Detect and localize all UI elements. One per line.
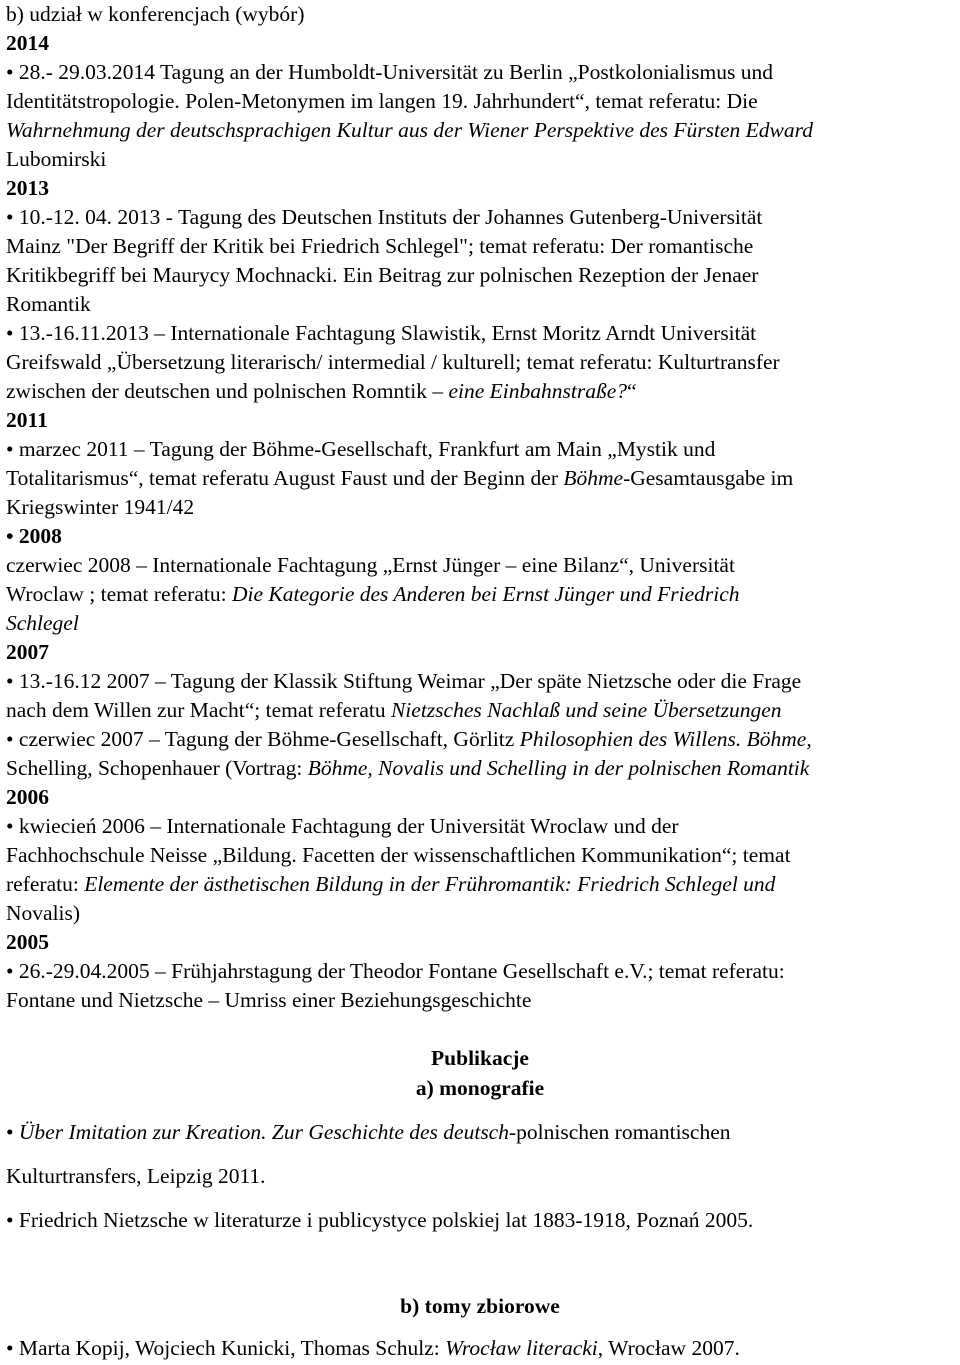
entry-title: Nietzsches Nachlaß und seine Übersetzungen — [390, 698, 782, 722]
entry-title: Elemente der ästhetischen Bildung in der Frühromantik: Friedrich Schlegel und — [84, 872, 776, 896]
publication-item — [6, 1118, 731, 1147]
entry-line: Kriegswinter 1941/42 — [6, 495, 195, 519]
entry-title: Böhme — [563, 466, 624, 490]
year-heading: 2007 — [6, 640, 49, 664]
monographs-subheading: a) monografie — [415, 1076, 545, 1100]
entry-line — [6, 609, 79, 638]
entry-title: Über Imitation zur Kreation. Zur Geschichte des deutsch — [18, 1120, 509, 1144]
entry-title: Wahrnehmung der deutschsprachigen Kultur aus der Wiener Perspektive des Fürsten Edward — [6, 118, 813, 142]
entry-title: Philosophien des Willens. Böhme, — [519, 727, 812, 751]
entry-line — [6, 377, 637, 406]
entry-line: • 28.- 29.03.2014 Tagung an der Humboldt-Universität zu Berlin „Postkolonialismus und — [6, 60, 773, 84]
entry-line: Romantik — [6, 292, 91, 316]
publication-item: • Friedrich Nietzsche w literaturze i publicystyce polskiej lat 1883-1918, Poznań 2005. — [6, 1208, 754, 1232]
year-heading: 2011 — [6, 408, 48, 432]
entry-line: Lubomirski — [6, 147, 107, 171]
publication-item: Kulturtransfers, Leipzig 2011. — [6, 1164, 266, 1188]
entry-title: Die Kategorie des Anderen bei Ernst Jünger und Friedrich — [231, 582, 740, 606]
entry-text: zwischen der deutschen und polnischen Romntik – — [6, 379, 449, 403]
entry-line: • 10.-12. 04. 2013 - Tagung des Deutschen Instituts der Johannes Gutenberg-Universität — [6, 205, 763, 229]
entry-title: Wrocław literacki — [445, 1336, 598, 1360]
entry-line: • kwiecień 2006 – Internationale Fachtagung der Universität Wroclaw und der — [6, 814, 679, 838]
entry-line — [6, 725, 812, 754]
entry-text: • Marta Kopij, Wojciech Kunicki, Thomas Schulz: — [6, 1336, 446, 1360]
entry-text: • czerwiec 2007 – Tagung der Böhme-Gesellschaft, Görlitz — [6, 727, 520, 751]
entry-line — [6, 754, 809, 783]
year-heading: 2013 — [6, 176, 49, 200]
entry-text: nach dem Willen zur Macht“; temat referatu — [6, 698, 391, 722]
entry-title: Böhme, Novalis und Schelling in der polnischen Romantik — [307, 756, 810, 780]
year-heading: 2014 — [6, 31, 49, 55]
entry-line: Greifswald „Übersetzung literarisch/ intermedial / kulturell; temat referatu: Kulturtransfer — [6, 350, 780, 374]
entry-line: czerwiec 2008 – Internationale Fachtagung „Ernst Jünger – eine Bilanz“, Universität — [6, 553, 735, 577]
entry-line: Fontane und Nietzsche – Umriss einer Beziehungsgeschichte — [6, 988, 532, 1012]
entry-text: , Wrocław 2007. — [597, 1336, 740, 1360]
section-heading: b) udział w konferencjach (wybór) — [6, 2, 305, 26]
publications-heading: Publikacje — [431, 1046, 529, 1070]
entry-title: Schlegel — [6, 611, 79, 635]
entry-text: -polnischen romantischen — [508, 1120, 731, 1144]
entry-text: • — [6, 1120, 19, 1144]
entry-line: • marzec 2011 – Tagung der Böhme-Gesellschaft, Frankfurt am Main „Mystik und — [6, 437, 716, 461]
entry-text: Schelling, Schopenhauer (Vortrag: — [6, 756, 308, 780]
entry-line — [6, 870, 775, 899]
year-heading: 2006 — [6, 785, 49, 809]
entry-line — [6, 580, 740, 609]
entry-line — [6, 116, 813, 145]
entry-line: • 26.-29.04.2005 – Frühjahrstagung der Theodor Fontane Gesellschaft e.V.; temat referatu: — [6, 959, 785, 983]
entry-line: • 13.-16.12 2007 – Tagung der Klassik Stiftung Weimar „Der späte Nietzsche oder die Frage — [6, 669, 802, 693]
entry-text: “ — [627, 379, 637, 403]
entry-text: -Gesamtausgabe im — [623, 466, 794, 490]
entry-line — [6, 696, 782, 725]
entry-text: Totalitarismus“, temat referatu August Faust und der Beginn der — [6, 466, 564, 490]
edited-volumes-subheading: b) tomy zbiorowe — [400, 1294, 560, 1318]
entry-line: Kritikbegriff bei Maurycy Mochnacki. Ein Beitrag zur polnischen Rezeption der Jenaer — [6, 263, 759, 287]
entry-line: Fachhochschule Neisse „Bildung. Facetten der wissenschaftlichen Kommunikation“; temat — [6, 843, 791, 867]
year-heading: • 2008 — [6, 524, 62, 548]
entry-line: Novalis) — [6, 901, 81, 925]
entry-line — [6, 464, 793, 493]
entry-text: Wroclaw ; temat referatu: — [6, 582, 232, 606]
entry-line: • 13.-16.11.2013 – Internationale Fachtagung Slawistik, Ernst Moritz Arndt Universität — [6, 321, 757, 345]
entry-line: Identitätstropologie. Polen-Metonymen im langen 19. Jahrhundert“, temat referatu: Die — [6, 89, 758, 113]
entry-title: eine Einbahnstraße? — [448, 379, 627, 403]
year-heading: 2005 — [6, 930, 49, 954]
entry-line: Mainz "Der Begriff der Kritik bei Friedrich Schlegel"; temat referatu: Der romantische — [6, 234, 754, 258]
publication-item — [6, 1334, 740, 1363]
entry-text: referatu: — [6, 872, 85, 896]
